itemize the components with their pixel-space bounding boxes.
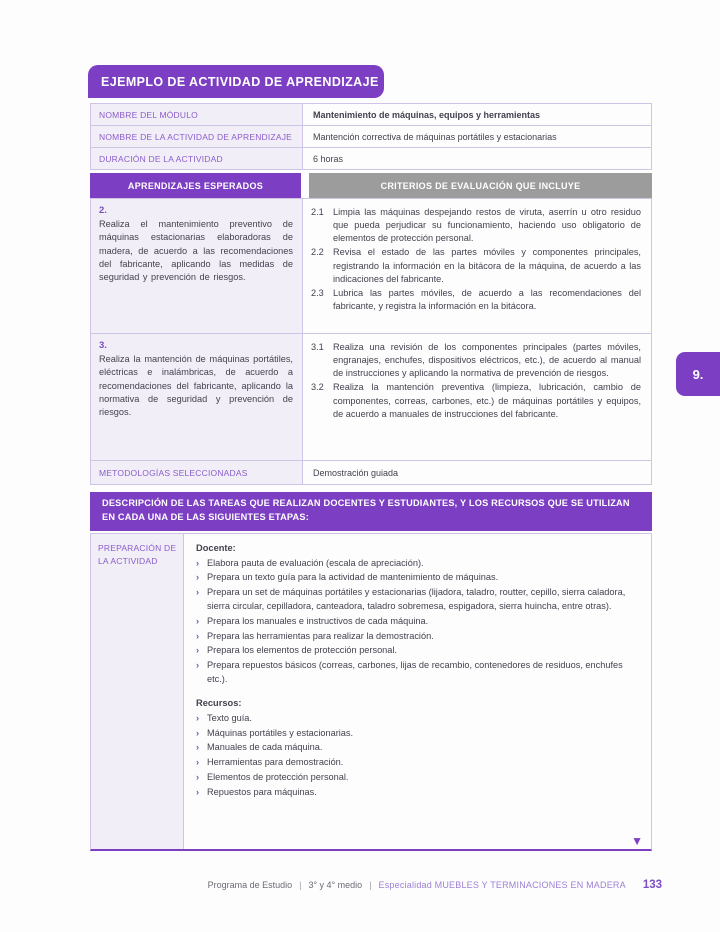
criteria-item: [311, 381, 641, 420]
criteria-number: 3.1: [311, 342, 324, 352]
docente-heading: Docente:: [196, 542, 236, 553]
stage-label: PREPARACIÓN DE LA ACTIVIDAD: [91, 534, 184, 849]
list-item: [196, 615, 637, 629]
table-row: [91, 199, 651, 334]
objective-cell: [91, 199, 303, 333]
criteria-text: Realiza una revisión de los componentes principales (partes móviles, engranajes, enchufes, dispositivos eléctricos, etc.), de acuerdo al manual de instrucciones y aplicando la normativa de prevención de riesgos.: [333, 342, 641, 379]
footer-separator: |: [299, 880, 302, 890]
criteria-number: 2.2: [311, 247, 324, 258]
list-item: [196, 586, 637, 614]
chapter-side-tab: 9.: [676, 352, 720, 396]
bullet-icon: ›: [196, 727, 200, 738]
list-item-text: Elementos de protección personal.: [207, 771, 349, 782]
list-item-text: Prepara un texto guía para la actividad de mantenimiento de máquinas.: [207, 572, 499, 583]
activity-table: [90, 103, 652, 851]
bullet-icon: ›: [196, 712, 200, 723]
list-item-text: Texto guía.: [207, 712, 252, 723]
list-item-text: Elabora pauta de evaluación (escala de apreciación).: [207, 557, 424, 568]
list-item: [196, 659, 637, 687]
module-info-table: [90, 103, 652, 170]
bullet-icon: ›: [196, 771, 200, 782]
objective-text: Realiza la mantención de máquinas portátiles, eléctricas e inalámbricas, de acuerdo a recomendaciones del fabricante, aplicando la normativa de seguridad y prevención de riesgos.: [99, 354, 293, 418]
list-item-text: Prepara los manuales e instructivos de cada máquina.: [207, 615, 429, 626]
list-item-text: Repuestos para máquinas.: [207, 786, 317, 797]
bullet-icon: ›: [196, 660, 200, 671]
list-item: [196, 557, 637, 571]
criteria-list: [311, 206, 641, 313]
learning-table-header: [90, 173, 652, 198]
table-row: [91, 126, 651, 148]
criteria-text: Revisa el estado de las partes móviles y componentes principales, registrando la información en la bitácora de la máquina, de acuerdo a las indicaciones del fabricante.: [333, 247, 641, 284]
criteria-text: Lubrica las partes móviles, de acuerdo a las recomendaciones del fabricante, y registra la información en la bitácora.: [333, 287, 641, 312]
continuation-arrow-icon: ▼: [631, 833, 643, 848]
duration-value: 6 horas: [313, 153, 344, 164]
criteria-item: [311, 287, 641, 313]
criteria-number: 3.2: [311, 382, 324, 393]
activity-name-value: Mantención correctiva de máquinas portátiles y estacionarias: [313, 131, 557, 142]
module-name-label: NOMBRE DEL MÓDULO: [91, 104, 303, 125]
activity-name-label: NOMBRE DE LA ACTIVIDAD DE APRENDIZAJE: [91, 126, 303, 147]
criteria-item: [311, 206, 641, 245]
list-item-text: Prepara un set de máquinas portátiles y estacionarias (lijadora, taladro, routter, cepillo, sierra caladora, sierra circular, cepilladora, canteadora, taladro sobremesa, espigadora, sierra huincha, entre otras).: [207, 587, 626, 611]
table-row: [91, 534, 651, 849]
list-item-text: Manuales de cada máquina.: [207, 742, 323, 753]
page-title: EJEMPLO DE ACTIVIDAD DE APRENDIZAJE: [88, 65, 384, 98]
footer-specialty: Especialidad MUEBLES Y TERMINACIONES EN MADERA: [378, 880, 626, 890]
bullet-icon: ›: [196, 572, 200, 583]
page-footer: [0, 879, 662, 891]
recursos-heading: Recursos:: [196, 697, 242, 708]
criteria-cell: [303, 334, 651, 460]
list-item: [196, 644, 637, 658]
list-item: [196, 571, 637, 585]
table-row: [91, 334, 651, 461]
page-number: 133: [642, 879, 662, 891]
bullet-icon: ›: [196, 557, 200, 568]
list-item: [196, 771, 637, 785]
objective-number: 3.: [99, 340, 107, 351]
criteria-cell: [303, 199, 651, 333]
bullet-icon: ›: [196, 630, 200, 641]
objective-number: 2.: [99, 205, 107, 216]
footer-grade: 3° y 4° medio: [308, 880, 363, 890]
evaluation-criteria-header: CRITERIOS DE EVALUACIÓN QUE INCLUYE: [309, 173, 652, 198]
criteria-item: [311, 246, 641, 285]
list-item-text: Herramientas para demostración.: [207, 757, 344, 768]
recursos-list: [196, 712, 637, 800]
stage-content: [184, 534, 651, 849]
table-row: [91, 461, 651, 484]
duration-label: DURACIÓN DE LA ACTIVIDAD: [91, 148, 303, 169]
tasks-description-banner: DESCRIPCIÓN DE LAS TAREAS QUE REALIZAN DOCENTES Y ESTUDIANTES, Y LOS RECURSOS QUE SE UTILIZAN EN CADA UNA DE LAS SIGUIENTES ETAPAS:: [90, 492, 652, 531]
objective-cell: [91, 334, 303, 460]
list-item-text: Prepara las herramientas para realizar la demostración.: [207, 630, 434, 641]
criteria-item: [311, 341, 641, 380]
learning-table-body: [90, 198, 652, 485]
criteria-text: Limpia las máquinas despejando restos de viruta, aserrín u otro residuo que pueda perjudicar su funcionamiento, haciendo uso obligatorio de elementos de protección personal.: [333, 207, 641, 244]
bullet-icon: ›: [196, 742, 200, 753]
table-row: [91, 148, 651, 170]
list-item-text: Prepara los elementos de protección personal.: [207, 645, 397, 656]
list-item: [196, 712, 637, 726]
expected-learnings-header: APRENDIZAJES ESPERADOS: [90, 173, 301, 198]
criteria-number: 2.3: [311, 287, 324, 298]
list-item-text: Máquinas portátiles y estacionarias.: [207, 727, 354, 738]
footer-program: Programa de Estudio: [207, 880, 293, 890]
list-item-text: Prepara repuestos básicos (correas, carbones, lijas de recambio, contenedores de residuos, enchufes etc.).: [207, 660, 623, 684]
bullet-icon: ›: [196, 786, 200, 797]
list-item: [196, 786, 637, 800]
module-name-value: Mantenimiento de máquinas, equipos y herramientas: [313, 109, 541, 120]
footer-separator: |: [369, 880, 372, 890]
list-item: [196, 756, 637, 770]
list-item: [196, 727, 637, 741]
list-item: [196, 741, 637, 755]
bullet-icon: ›: [196, 645, 200, 656]
docente-list: [196, 557, 637, 687]
methodology-value: Demostración guiada: [313, 467, 399, 478]
criteria-list: [311, 341, 641, 421]
methodology-label: METODOLOGÍAS SELECCIONADAS: [91, 461, 303, 484]
table-row: [91, 104, 651, 126]
bullet-icon: ›: [196, 757, 200, 768]
preparation-table: [90, 533, 652, 851]
objective-text: Realiza el mantenimiento preventivo de máquinas estacionarias elaboradoras de madera, de acuerdo a las recomendaciones del fabricante, aplicando las medidas de seguridad y prevención de riesgos.: [99, 219, 293, 283]
criteria-number: 2.1: [311, 207, 324, 217]
list-item: [196, 630, 637, 644]
bullet-icon: ›: [196, 587, 200, 598]
bullet-icon: ›: [196, 615, 200, 626]
criteria-text: Realiza la mantención preventiva (limpieza, lubricación, cambio de componentes, correas, carbones, etc.) de máquinas portátiles y equipos, de acuerdo a manuales de instrucciones del fabricante.: [333, 382, 641, 419]
